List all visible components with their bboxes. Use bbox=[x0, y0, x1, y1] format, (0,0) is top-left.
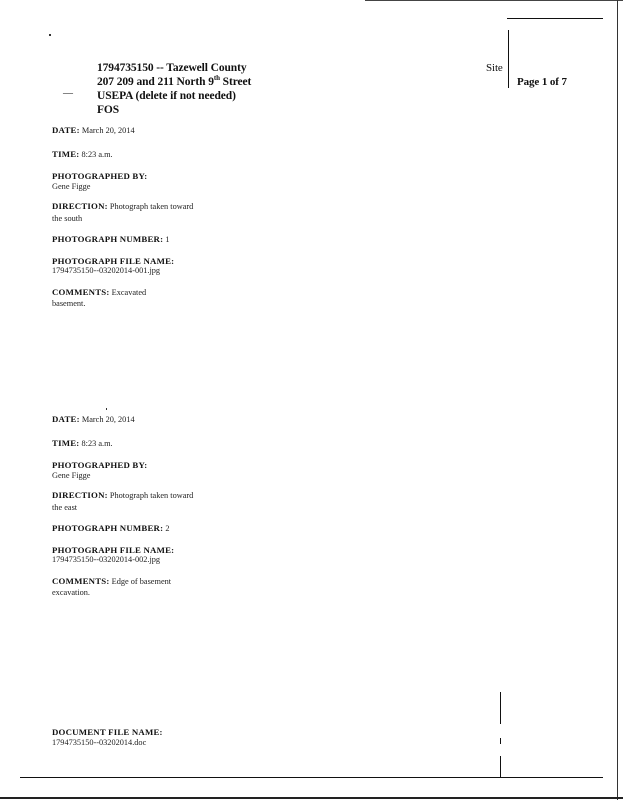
time-label: TIME: bbox=[52, 437, 80, 448]
footer-divider-upper bbox=[500, 692, 501, 724]
page-number: Page 1 of 7 bbox=[517, 76, 567, 88]
photo-file-field bbox=[52, 545, 252, 566]
document-file-block bbox=[52, 727, 252, 748]
photographer-value: Gene Figge bbox=[52, 181, 91, 191]
header-dash: — bbox=[63, 88, 73, 99]
time-value: 8:23 a.m. bbox=[81, 149, 113, 159]
photographer-label: PHOTOGRAPHED BY: bbox=[52, 171, 148, 181]
site-divider bbox=[508, 30, 509, 88]
document-file-label: DOCUMENT FILE NAME: bbox=[52, 727, 163, 737]
date-value: March 20, 2014 bbox=[81, 415, 135, 424]
photographer-field bbox=[52, 460, 252, 481]
footer-divider-mark bbox=[500, 738, 501, 744]
date-value: March 20, 2014 bbox=[81, 126, 135, 135]
scan-speck bbox=[49, 34, 51, 36]
header-office: FOS bbox=[97, 104, 120, 116]
photographer-label: PHOTOGRAPHED BY: bbox=[52, 460, 148, 470]
comments-field bbox=[52, 287, 172, 310]
photo-record-1 bbox=[52, 125, 252, 322]
photo-number-value: 2 bbox=[165, 524, 170, 533]
direction-value: Photograph taken toward the south bbox=[52, 202, 194, 223]
photo-file-label: PHOTOGRAPH FILE NAME: bbox=[52, 544, 175, 555]
photo-number-value: 1 bbox=[165, 235, 170, 244]
time-field bbox=[52, 149, 252, 161]
direction-label: DIRECTION: bbox=[52, 490, 108, 500]
footer-divider-lower bbox=[500, 756, 501, 778]
comments-label: COMMENTS: bbox=[52, 286, 110, 297]
photo-file-field bbox=[52, 256, 252, 277]
header-agency: USEPA (delete if not needed) bbox=[97, 90, 236, 102]
document-file-value: 1794735150--03202014.doc bbox=[52, 737, 147, 747]
photo-number-field bbox=[52, 523, 252, 535]
bottom-edge bbox=[0, 797, 623, 799]
photo-record-2 bbox=[52, 414, 252, 611]
comments-field bbox=[52, 576, 197, 599]
comments-value: Edge of basement excavation. bbox=[52, 576, 172, 597]
comments-value: Excavated basement. bbox=[52, 287, 147, 308]
date-label: DATE: bbox=[52, 414, 80, 424]
site-label: Site bbox=[486, 62, 503, 74]
photo-file-value: 1794735150--03202014-002.jpg bbox=[52, 555, 161, 564]
photo-file-label: PHOTOGRAPH FILE NAME: bbox=[52, 255, 175, 266]
direction-label: DIRECTION: bbox=[52, 201, 108, 211]
date-field bbox=[52, 125, 252, 137]
time-field bbox=[52, 438, 252, 450]
scan-speck bbox=[106, 408, 107, 410]
header-address: 207 209 and 211 North 9th Street bbox=[97, 74, 252, 88]
time-label: TIME: bbox=[52, 148, 80, 159]
report-header bbox=[97, 61, 297, 117]
direction-field bbox=[52, 201, 202, 224]
photo-number-label: PHOTOGRAPH NUMBER: bbox=[52, 234, 164, 244]
photographer-value: Gene Figge bbox=[52, 470, 91, 480]
date-field bbox=[52, 414, 252, 426]
direction-field bbox=[52, 490, 202, 513]
photo-number-field bbox=[52, 234, 252, 246]
time-value: 8:23 a.m. bbox=[81, 438, 113, 448]
photo-number-label: PHOTOGRAPH NUMBER: bbox=[52, 523, 164, 533]
photo-file-value: 1794735150--03202014-001.jpg bbox=[52, 266, 161, 275]
footer-rule bbox=[20, 777, 603, 778]
comments-label: COMMENTS: bbox=[52, 575, 110, 586]
right-edge-line bbox=[617, 0, 618, 800]
top-edge-mark bbox=[365, 0, 623, 1]
top-right-rule bbox=[507, 18, 603, 19]
header-site-id: 1794735150 -- Tazewell County bbox=[97, 62, 247, 74]
direction-value: Photograph taken toward the east bbox=[52, 491, 194, 512]
photographer-field bbox=[52, 171, 252, 192]
date-label: DATE: bbox=[52, 125, 80, 135]
